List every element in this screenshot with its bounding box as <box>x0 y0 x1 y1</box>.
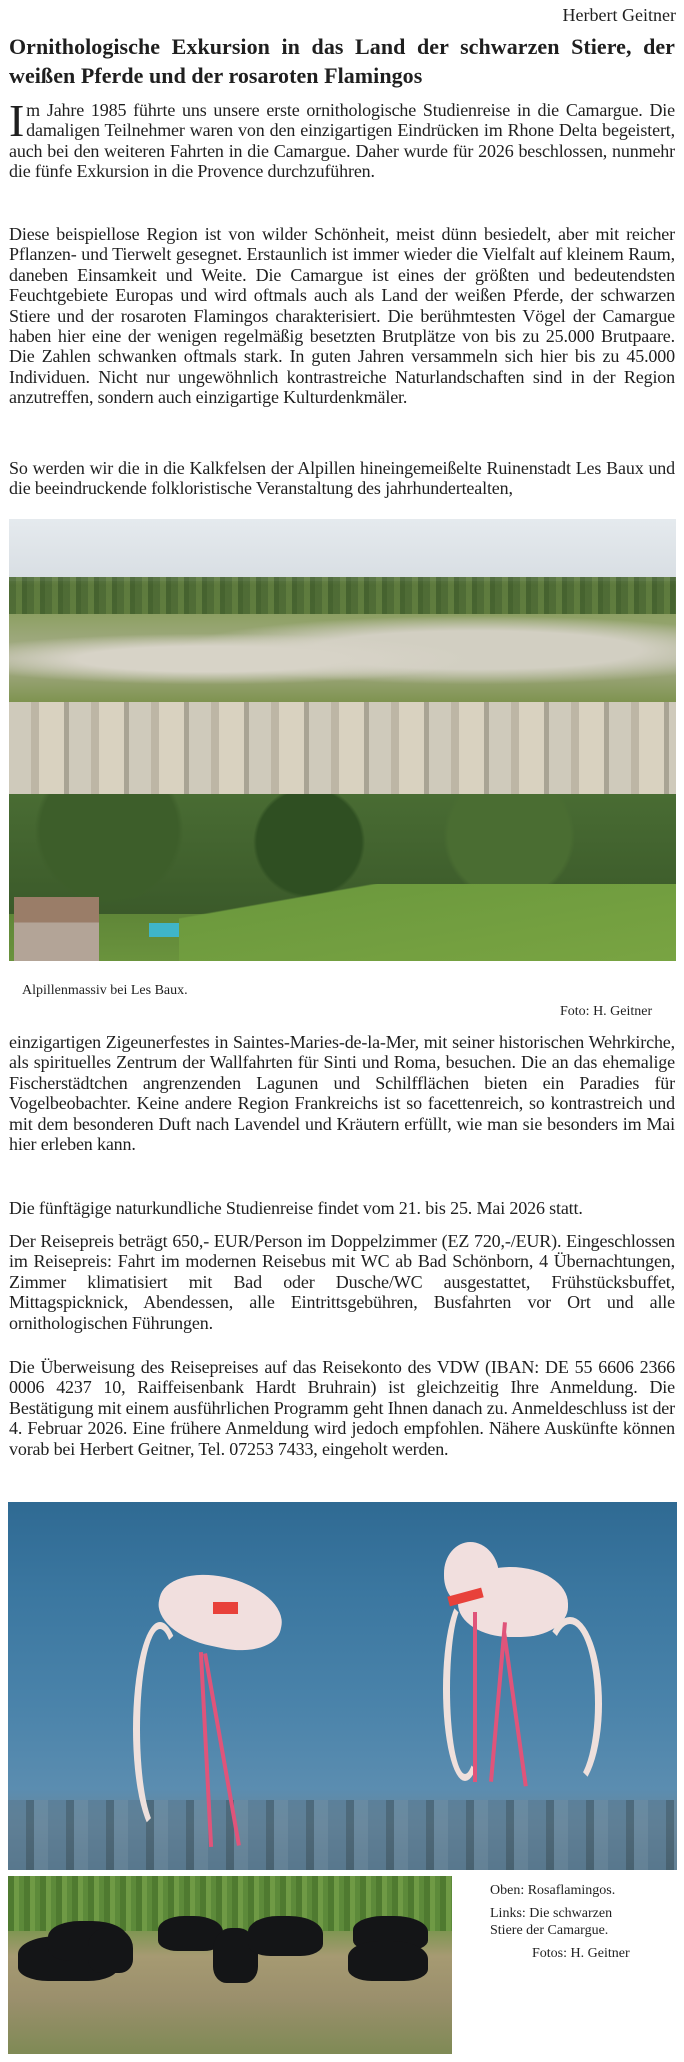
paragraph-les-baux: So werden wir die in die Kalkfelsen der Alpillen hineingemeißelte Ruinenstadt Les Baux und die beeindruckende folkloristische Veranstaltung des jahrhundertealten, <box>9 458 675 499</box>
paragraph-price: Der Reisepreis beträgt 650,- EUR/Person im Doppelzimmer (EZ 720,-/EUR). Eingeschlossen im Reisepreis: Fahrt im modernen Reisebus mit WC ab Bad Schönborn, 4 Übernachtungen, Zimmer klimatisiert mit Bad oder Dusche/WC ausgestattet, Frühstücksbuffet, Mittagspicknick, Abendessen, alle Eintrittsgebühren, Busfahrten vor Ort und alle ornithologischen Führungen. <box>9 1231 675 1333</box>
flamingo-leg <box>473 1612 477 1782</box>
photo-house <box>14 897 99 961</box>
landscape-caption: Alpillenmassiv bei Les Baux. <box>22 983 188 998</box>
photo-cliff <box>9 702 676 797</box>
bull <box>248 1916 323 1956</box>
intro-text: m Jahre 1985 führte uns unsere erste ornithologische Studienreise in die Camargue. Die damaligen Teilnehmer waren von den einzigartigen Eindrücken im Rhone Delta begeistert, auch bei den weiteren Fahrten in die Camargue. Daher wurde für 2026 beschlossen, nunmehr die fünfe Exkursion in die Provence durchzuführen. <box>9 100 675 182</box>
photo-water-reflection <box>8 1800 677 1870</box>
flamingo-photo <box>8 1502 677 1870</box>
bull <box>348 1941 428 1981</box>
caption-bulls-line2: Stiere der Camargue. <box>490 1923 609 1938</box>
flamingo-wing <box>213 1602 238 1614</box>
flamingo-neck <box>538 1617 602 1791</box>
intro-paragraph <box>9 95 675 182</box>
bull <box>88 1928 133 1973</box>
photo-pool <box>149 923 179 937</box>
photo-treeline <box>9 577 676 617</box>
landscape-photo <box>9 519 676 961</box>
paragraph-registration: Die Überweisung des Reisepreises auf das Reisekonto des VDW (IBAN: DE 55 6606 2366 0006 4237 10, Raiffeisenbank Hardt Bruhrain) ist gleichzeitig Ihre Anmeldung. Die Bestätigung mit einem ausführlichen Programm geht Ihnen danach zu. Anmeldeschluss ist der 4. Februar 2026. Eine frühere Anmeldung wird jedoch empfohlen. Nähere Auskünfte können vorab bei Herbert Geitner, Tel. 07253 7433, eingeholt werden. <box>9 1357 675 1459</box>
photo-rocks <box>9 614 676 704</box>
article-title: Ornithologische Exkursion in das Land der schwarzen Stiere, der weißen Pferde und der rosaroten Flamingos <box>9 34 675 88</box>
landscape-credit: Foto: H. Geitner <box>560 1004 653 1019</box>
flamingo-neck <box>133 1622 187 1836</box>
caption-bulls-line1: Links: Die schwarzen <box>490 1906 613 1921</box>
caption-credit: Fotos: H. Geitner <box>532 1946 630 1961</box>
flamingo-leg <box>502 1632 528 1786</box>
flamingo-neck <box>443 1597 487 1781</box>
paragraph-region: Diese beispiellose Region ist von wilder Schönheit, meist dünn besiedelt, aber mit reicher Pflanzen- und Tierwelt gesegnet. Erstaunlich ist immer wieder die Vielfalt auf kleinem Raum, daneben Einsamkeit und Weite. Die Camargue ist eines der größten und bedeutendsten Feuchtgebiete Europas und wird oftmals auch als Land der weißen Pferde, der schwarzen Stiere und der rosaroten Flamingos charakterisiert. Die berühmtesten Vögel der Camargue haben hier eine der wenigen regelmäßig besetzten Brutplätze von bis zu 25.000 Brutpaare. Die Zahlen schwanken oftmals stark. In guten Jahren versammeln sich hier bis zu 45.000 Individuen. Nicht nur ungewöhnlich kontrastreiche Naturlandschaften sind in der Region anzutreffen, sondern auch einzigartige Kulturdenkmäler. <box>9 224 675 408</box>
paragraph-dates: Die fünftägige naturkundliche Studienreise findet vom 21. bis 25. Mai 2026 statt. <box>9 1198 583 1218</box>
paragraph-saintes-maries: einzigartigen Zigeunerfestes in Saintes-Maries-de-la-Mer, mit seiner historischen Wehrkirche, als spirituelles Zentrum der Wallfahrten für Sinti und Roma, besuchen. Die an das ehemalige Fischerstädtchen angrenzenden Lagunen und Schilfflächen bieten ein Paradies für Vogelbeobachter. Keine andere Region Frankreichs ist so facettenreich, so kontrastreich und mit dem besonderen Duft nach Lavendel und Kräutern erfüllt, wie man sie besonders im Mai hier erleben kann. <box>9 1032 675 1155</box>
author-name: Herbert Geitner <box>562 5 676 25</box>
drop-cap: I <box>9 95 25 146</box>
photo-captions <box>490 1882 630 1962</box>
bulls-photo <box>8 1876 452 2054</box>
photo-meadow <box>179 884 676 961</box>
photo-sky <box>9 519 676 581</box>
caption-flamingos: Oben: Rosaflamingos. <box>490 1883 616 1898</box>
